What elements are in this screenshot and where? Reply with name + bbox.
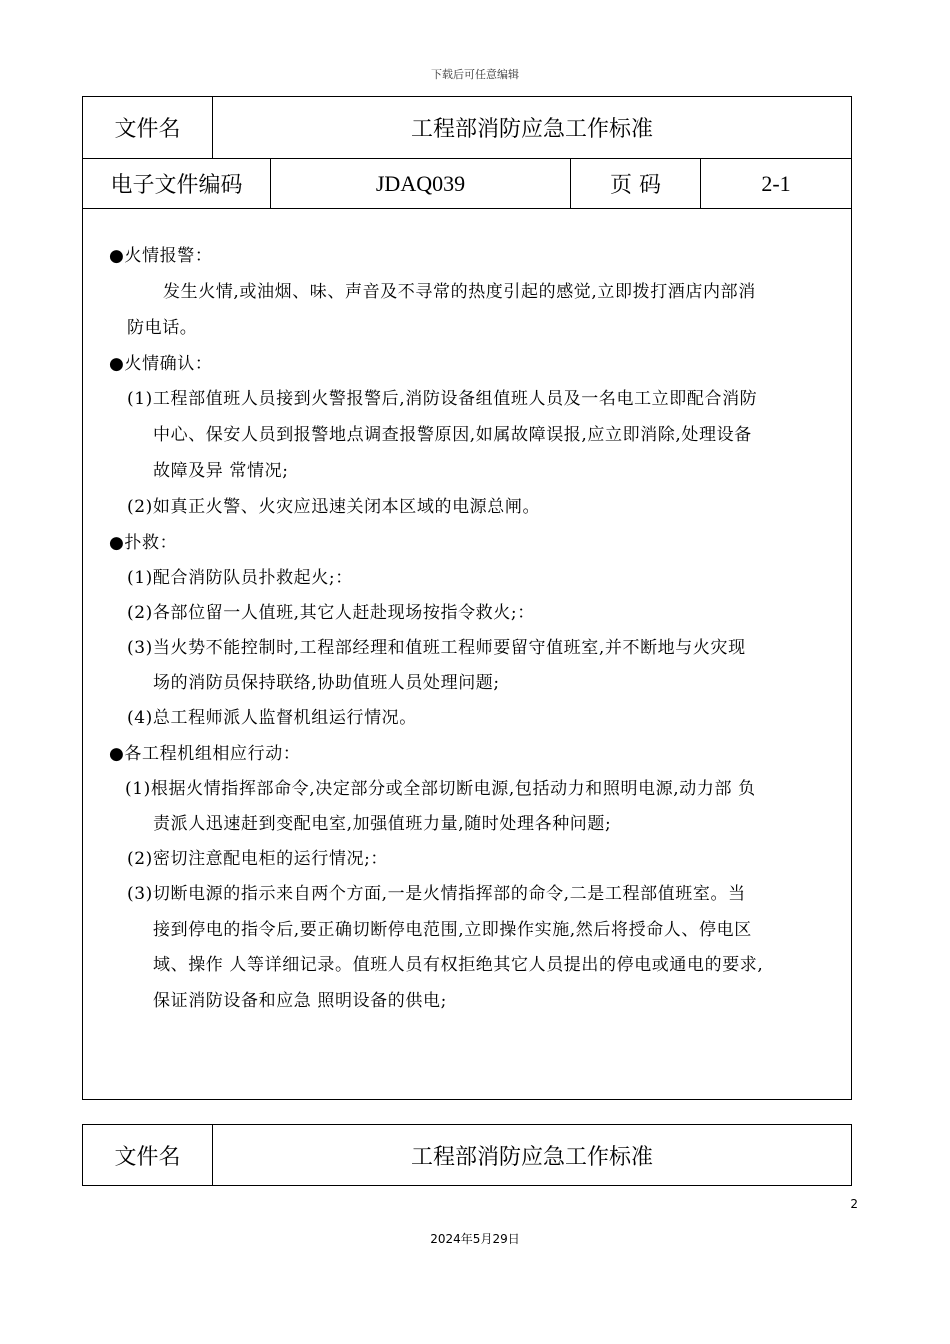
section-unit-actions: ●各工程机组相应行动： bbox=[109, 744, 301, 764]
list-item: (1)根据火情指挥部命令,决定部分或全部切断电源,包括动力和照明电源,动力部 负 bbox=[125, 779, 756, 799]
title-row bbox=[83, 97, 851, 159]
content-body bbox=[83, 209, 851, 1099]
document-title: 工程部消防应急工作标准 bbox=[410, 117, 653, 142]
document-title: 工程部消防应急工作标准 bbox=[410, 1144, 653, 1170]
section-fire-fighting: ●扑救： bbox=[109, 533, 178, 553]
file-name-label: 文件名 bbox=[83, 97, 213, 158]
page-value: 2-1 bbox=[761, 170, 791, 196]
title-row bbox=[83, 1125, 851, 1185]
file-code-label: 电子文件编码 bbox=[83, 159, 271, 208]
document-table-continued bbox=[82, 1124, 852, 1186]
list-item: (4)总工程师派人监督机组运行情况。 bbox=[127, 708, 417, 728]
footer-date: 2024年5月29日 bbox=[430, 1232, 520, 1246]
list-item: (1)配合消防队员扑救起火;： bbox=[127, 568, 353, 588]
file-code-value: JDAQ039 bbox=[271, 159, 571, 208]
list-item: (3)当火势不能控制时,工程部经理和值班工程师要留守值班室,并不断地与火灾现 bbox=[127, 638, 746, 658]
paragraph-line: 发生火情,或油烟、味、声音及不寻常的热度引起的感觉,立即拨打酒店内部消 bbox=[163, 282, 756, 302]
page-number: 2 bbox=[850, 1197, 858, 1211]
section-fire-alarm: ●火情报警： bbox=[109, 246, 213, 266]
file-name-label: 文件名 bbox=[83, 1125, 213, 1185]
list-item-cont: 域、操作 人等详细记录。值班人员有权拒绝其它人员提出的停电或通电的要求, bbox=[153, 955, 764, 975]
list-item: (3)切断电源的指示来自两个方面,一是火情指挥部的命令,二是工程部值班室。当 bbox=[127, 884, 746, 904]
list-item-cont: 责派人迅速赶到变配电室,加强值班力量,随时处理各种问题; bbox=[153, 814, 612, 834]
code-row bbox=[83, 159, 851, 209]
document-table bbox=[82, 96, 852, 1100]
list-item: (2)各部位留一人值班,其它人赶赴现场按指令救火;： bbox=[127, 603, 535, 623]
page-label: 页 码 bbox=[571, 159, 701, 208]
list-item: (2)如真正火警、火灾应迅速关闭本区域的电源总闸。 bbox=[127, 497, 541, 517]
list-item-cont: 接到停电的指令后,要正确切断停电范围,立即操作实施,然后将授命人、停电区 bbox=[153, 920, 752, 940]
list-item-cont: 场的消防员保持联络,协助值班人员处理问题; bbox=[153, 673, 500, 693]
list-item: (2)密切注意配电柜的运行情况;： bbox=[127, 849, 389, 869]
list-item-cont: 中心、保安人员到报警地点调查报警原因,如属故障误报,应立即消除,处理设备 bbox=[153, 425, 752, 445]
section-fire-confirm: ●火情确认： bbox=[109, 354, 213, 374]
list-item: (1)工程部值班人员接到火警报警后,消防设备组值班人员及一名电工立即配合消防 bbox=[127, 389, 758, 409]
content-row bbox=[83, 209, 851, 1099]
header-note: 下载后可任意编辑 bbox=[431, 68, 519, 81]
list-item-cont: 保证消防设备和应急 照明设备的供电; bbox=[153, 991, 447, 1011]
list-item-cont: 故障及异 常情况; bbox=[153, 461, 289, 481]
paragraph-line: 防电话。 bbox=[127, 318, 198, 338]
